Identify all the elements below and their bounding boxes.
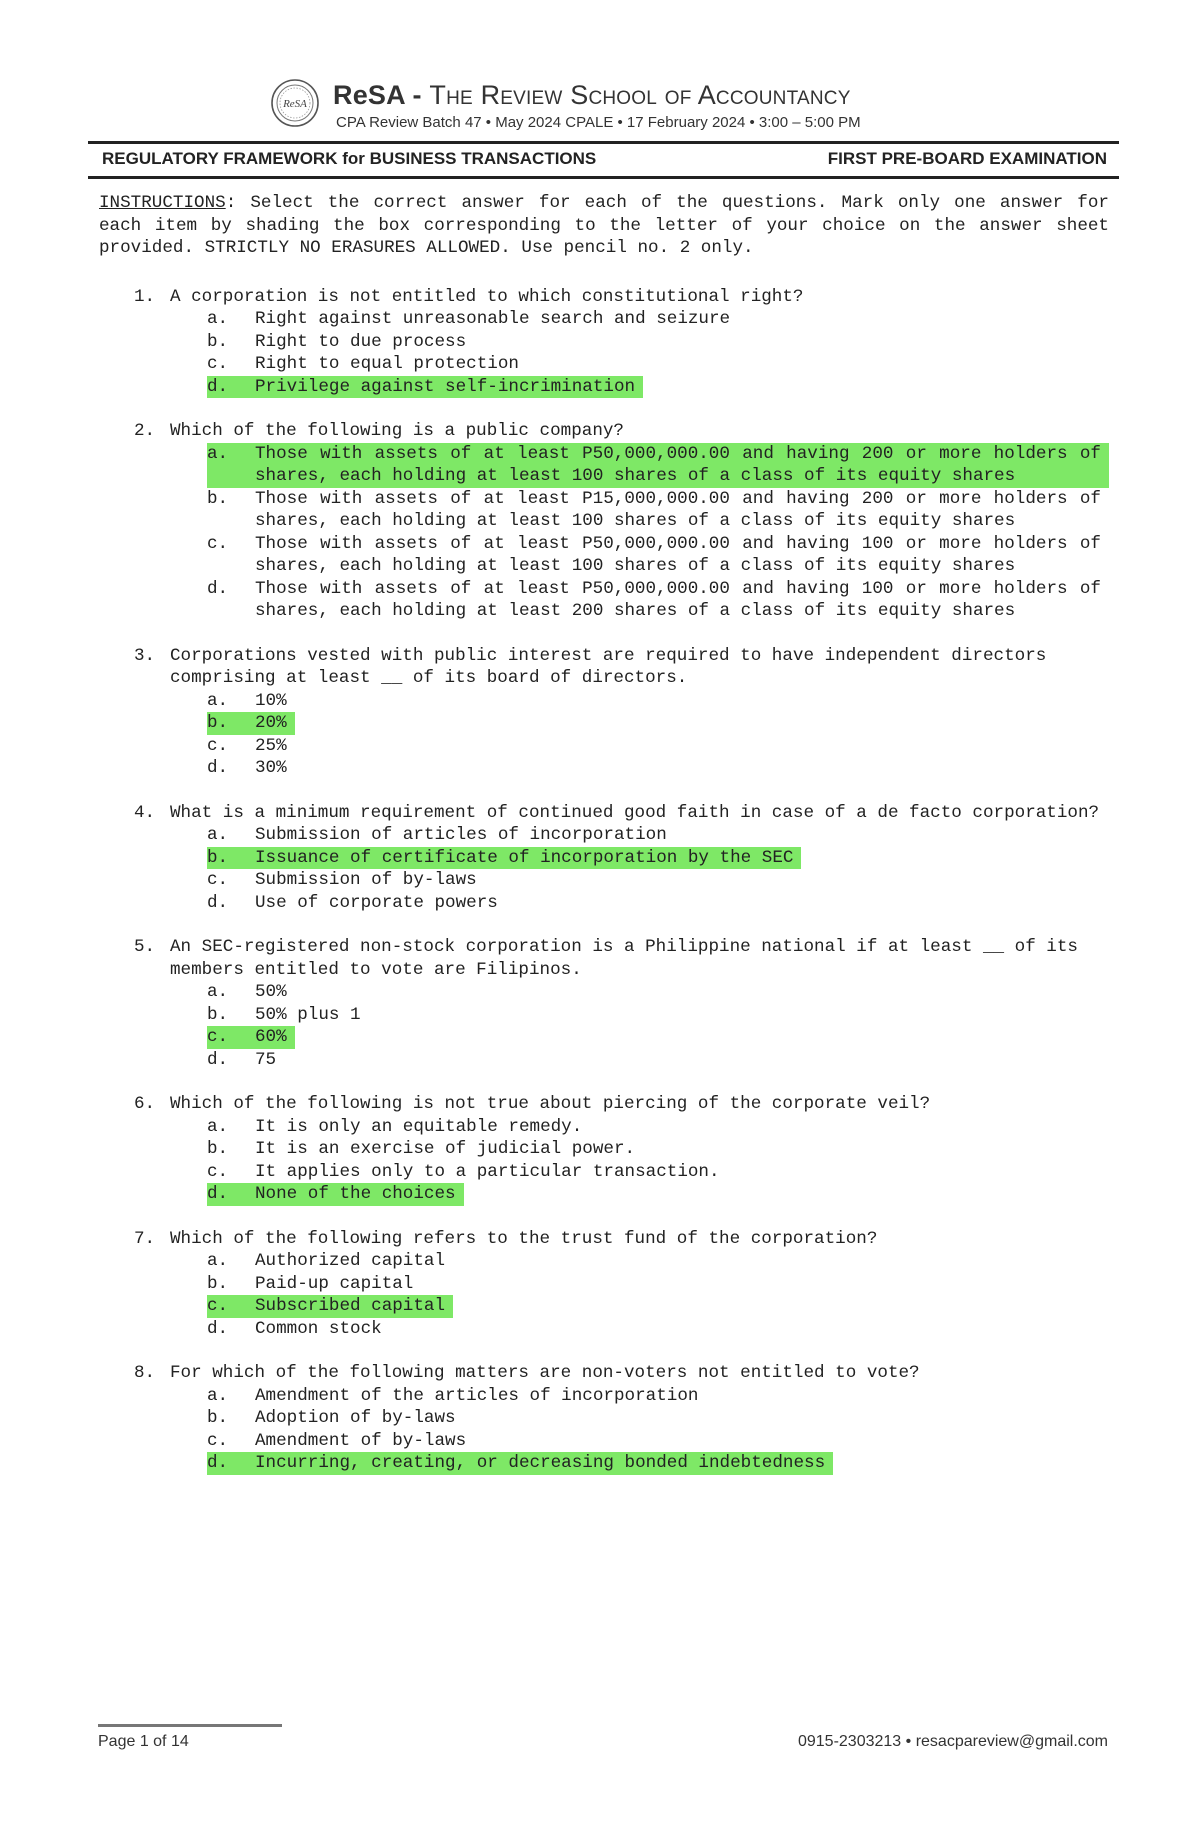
option-letter: d. [207,1318,229,1339]
page-number: Page 1 of 14 [98,1733,189,1750]
option-letter: a. [207,309,229,329]
option-text: It is an exercise of judicial power. [255,1139,636,1159]
highlighted-answer-option [207,847,801,870]
option-row [207,824,1109,847]
question-line [99,1228,1109,1251]
option-text: Subscribed capital [255,1296,446,1316]
answer-option [207,488,1109,533]
question-number: 5. [134,937,156,957]
option-row [207,1183,1109,1206]
question-number: 6. [134,1094,156,1114]
option-letter: d. [207,892,229,913]
option-text: 10% [255,690,287,711]
option-letter: c. [207,1161,229,1182]
option-letter: b. [207,331,229,352]
resa-logo-icon [270,78,320,128]
question-number: 4. [134,802,156,823]
option-text: Amendment of the articles of incorporation [255,1385,699,1406]
option-letter: b. [207,713,229,733]
question-line [99,1093,1109,1116]
option-text: 50% [255,982,287,1002]
highlighted-answer-option [207,1026,295,1049]
question-line [99,420,1109,443]
answer-option [207,533,1109,578]
option-row [207,443,1109,488]
question-item [99,286,1109,399]
question-text: Which of the following is a public company? [170,421,624,441]
answer-option [207,735,1109,758]
question-list [99,286,1109,1475]
instructions [99,192,1109,260]
option-letter: d. [207,1453,229,1473]
answer-option [207,353,1109,376]
option-letter: d. [207,1184,229,1204]
option-letter: c. [207,533,229,554]
answer-option [207,578,1109,623]
option-row [207,1138,1109,1161]
answer-option [207,1385,1109,1408]
question-text: What is a minimum requirement of continued good faith in case of a de facto corporation? [170,802,1100,823]
question-line [99,286,1109,309]
answer-option [207,1138,1109,1161]
option-letter: b. [207,488,229,509]
option-row [207,869,1109,892]
option-text: Amendment of by-laws [255,1430,467,1451]
option-row [207,847,1109,870]
option-letter: a. [207,690,229,711]
subject-title: REGULATORY FRAMEWORK for BUSINESS TRANSACTIONS [102,149,597,168]
option-text: Use of corporate powers [255,892,498,913]
option-row [207,488,1109,533]
highlighted-answer-option [207,1452,833,1475]
option-row [207,892,1109,915]
option-row [207,1273,1109,1296]
option-list [207,308,1109,398]
option-list [207,824,1109,914]
option-row [207,690,1109,713]
answer-option [207,1161,1109,1184]
option-text: Incurring, creating, or decreasing bonded indebtedness [255,1453,826,1473]
question-number: 7. [134,1228,156,1249]
option-text: Submission of articles of incorporation [255,825,667,845]
answer-option [207,757,1109,780]
option-row [207,1049,1109,1072]
question-number: 1. [134,286,156,307]
highlighted-answer-option [207,376,643,399]
answer-option [207,824,1109,847]
option-row [207,1452,1109,1475]
instructions-text: : Select the correct answer for each of the questions. Mark only one answer for each item by shading the box corresponding to the letter of your choice on the answer sheet provided. STRICTLY NO ERASURES ALLOWED. Use pencil no. 2 only. [99,193,1109,258]
option-list [207,981,1109,1071]
option-letter: a. [207,825,229,845]
option-text: Right to equal protection [255,354,519,374]
answer-option [207,1004,1109,1027]
answer-option [207,869,1109,892]
option-letter: c. [207,1430,229,1451]
option-row [207,353,1109,376]
option-letter: a. [207,443,229,464]
option-letter: b. [207,1273,229,1294]
question-item [99,1093,1109,1206]
option-row [207,1407,1109,1430]
option-row [207,1161,1109,1184]
question-item [99,1362,1109,1475]
option-row [207,1004,1109,1027]
question-number: 2. [134,421,156,441]
option-text: None of the choices [255,1184,456,1204]
option-list [207,690,1109,780]
option-letter: b. [207,847,229,868]
question-item [99,420,1109,623]
option-text: It applies only to a particular transaction. [255,1161,720,1182]
option-letter: a. [207,982,229,1002]
option-text: Right against unreasonable search and seizure [255,309,731,329]
answer-option [207,1430,1109,1453]
option-text: Paid-up capital [255,1273,414,1294]
highlighted-answer-option [207,1295,453,1318]
option-text: Authorized capital [255,1251,446,1271]
option-row [207,1026,1109,1049]
highlighted-answer-option [207,712,295,735]
option-text: Those with assets of at least P50,000,000.00 and having 100 or more holders of shares, each holding at least 100 shares of a class of its equity shares [255,533,1101,576]
option-letter: a. [207,1251,229,1271]
question-line [99,645,1109,690]
option-letter: b. [207,1139,229,1159]
answer-option [207,1318,1109,1341]
option-row [207,757,1109,780]
highlighted-answer-option [207,1183,464,1206]
page-header [0,76,1200,136]
option-letter: d. [207,578,229,599]
answer-option [207,1250,1109,1273]
question-text: An SEC-registered non-stock corporation is a Philippine national if at least __ of its members entitled to vote are Filipinos. [170,937,1078,980]
answer-option [207,1407,1109,1430]
question-text: For which of the following matters are non-voters not entitled to vote? [170,1363,920,1383]
option-row [207,533,1109,578]
option-text: 50% plus 1 [255,1004,361,1025]
option-text: 20% [255,713,287,733]
option-row [207,578,1109,623]
exam-title: FIRST PRE-BOARD EXAMINATION [827,149,1107,168]
option-row [207,376,1109,399]
option-letter: c. [207,354,229,374]
option-text: Right to due process [255,331,467,352]
option-letter: d. [207,758,229,778]
option-list [207,1385,1109,1475]
option-text: Those with assets of at least P50,000,000.00 and having 200 or more holders of shares, each holding at least 100 shares of a class of its equity shares [255,443,1101,486]
question-text: Corporations vested with public interest are required to have independent directors comprising at least __ of its board of directors. [170,645,1047,688]
subject-bar [88,141,1119,179]
brand-prefix: ReSA - [333,80,430,110]
option-text: It is only an equitable remedy. [255,1116,583,1137]
option-text: Those with assets of at least P50,000,000.00 and having 100 or more holders of shares, each holding at least 200 shares of a class of its equity shares [255,578,1101,621]
question-item [99,645,1109,780]
question-text: Which of the following refers to the trust fund of the corporation? [170,1228,878,1249]
option-text: Those with assets of at least P15,000,000.00 and having 200 or more holders of shares, each holding at least 100 shares of a class of its equity shares [255,488,1101,531]
option-letter: d. [207,376,229,397]
option-letter: c. [207,1027,229,1047]
option-letter: c. [207,735,229,756]
question-text: Which of the following is not true about piercing of the corporate veil? [170,1094,931,1114]
option-text: 25% [255,735,287,756]
option-letter: a. [207,1116,229,1137]
option-row [207,735,1109,758]
option-list [207,1116,1109,1206]
option-row [207,331,1109,354]
option-row [207,1250,1109,1273]
option-text: Privilege against self-incrimination [255,376,636,397]
question-line [99,936,1109,981]
option-row [207,1385,1109,1408]
answer-option [207,1049,1109,1072]
option-text: Submission of by-laws [255,870,477,890]
brand-name: The Review School of Accountancy [429,80,851,110]
option-row [207,1430,1109,1453]
question-text: A corporation is not entitled to which constitutional right? [170,286,804,307]
answer-option [207,1273,1109,1296]
option-row [207,1295,1109,1318]
option-row [207,308,1109,331]
question-number: 8. [134,1363,156,1383]
option-list [207,443,1109,623]
option-row [207,712,1109,735]
answer-option [207,690,1109,713]
option-text: Issuance of certificate of incorporation by the SEC [255,847,794,868]
exam-details: CPA Review Batch 47 • May 2024 CPALE • 17 February 2024 • 3:00 – 5:00 PM [336,114,861,131]
question-line [99,1362,1109,1385]
option-text: Common stock [255,1318,382,1339]
option-text: 30% [255,758,287,778]
option-letter: b. [207,1004,229,1025]
logo-text: ReSA [283,98,307,110]
answer-option [207,331,1109,354]
question-item [99,936,1109,1071]
option-row [207,1116,1109,1139]
option-letter: c. [207,870,229,890]
option-list [207,1250,1109,1340]
question-line [99,802,1109,825]
option-text: 75 [255,1049,277,1070]
option-text: Adoption of by-laws [255,1408,456,1428]
answer-option [207,308,1109,331]
option-letter: d. [207,1049,229,1070]
question-item [99,802,1109,915]
answer-option [207,981,1109,1004]
option-row [207,981,1109,1004]
school-name [333,80,851,111]
exam-content [99,192,1109,1497]
highlighted-answer-option [207,443,1109,488]
footer-divider [98,1724,282,1727]
instructions-label: INSTRUCTIONS [99,193,226,213]
option-row [207,1318,1109,1341]
option-letter: b. [207,1408,229,1428]
question-number: 3. [134,645,156,666]
answer-option [207,892,1109,915]
contact-info: 0915-2303213 • resacpareview@gmail.com [797,1733,1108,1750]
option-letter: a. [207,1385,229,1406]
question-item [99,1228,1109,1341]
option-text: 60% [255,1027,287,1047]
answer-option [207,1116,1109,1139]
option-letter: c. [207,1296,229,1316]
